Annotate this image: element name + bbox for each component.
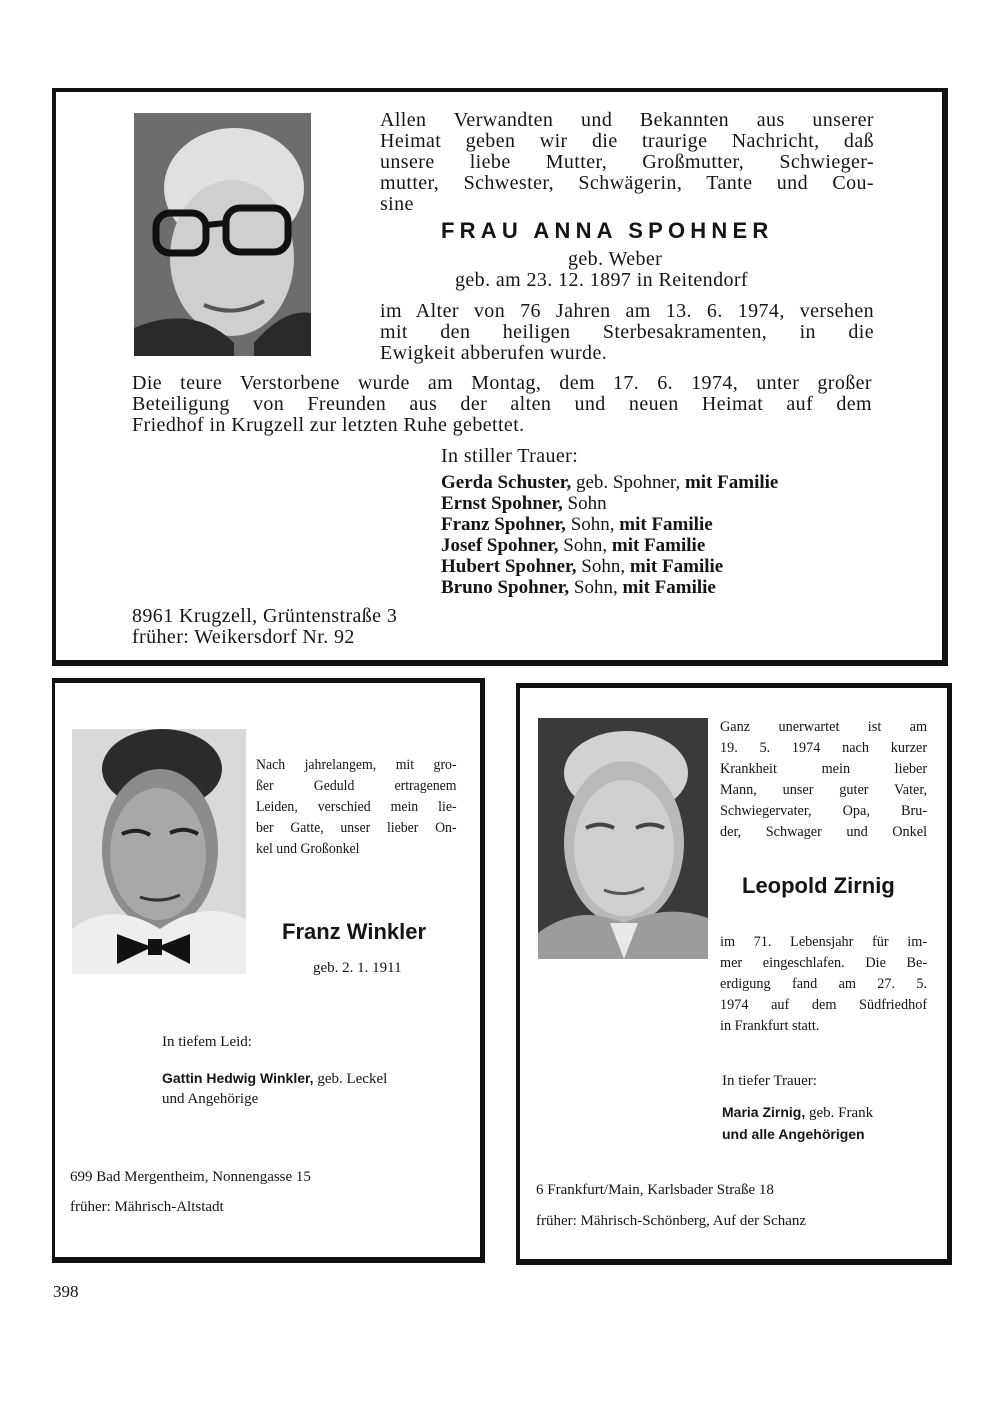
funeral-text — [132, 373, 872, 436]
mourner-name: Ernst Spohner, — [441, 493, 563, 514]
announcement-text-winkler — [256, 755, 457, 860]
text-line: Krankheit mein lieber — [720, 761, 928, 777]
death-line: Ewigkeit abberufen wurde. — [380, 342, 608, 364]
relatives-winkler: und Angehörige — [162, 1091, 259, 1107]
text-line: kel und Großonkel — [256, 841, 360, 857]
intro-text — [380, 110, 874, 215]
mourning-heading: In stiller Trauer: — [441, 445, 579, 467]
deceased-name-winkler: Franz Winkler — [282, 919, 427, 944]
text-line: in Frankfurt statt. — [720, 1018, 820, 1034]
birth-date: geb. am 23. 12. 1897 in Reitendorf — [455, 269, 748, 291]
mourner-suffix: mit Familie — [622, 577, 716, 598]
mourner-row — [441, 577, 881, 598]
address-spohner: 8961 Krugzell, Grüntenstraße 3 — [132, 605, 398, 627]
text-line: Mann, unser guter Vater, — [720, 782, 928, 798]
intro-line: Heimat geben wir die traurige Nachricht, daß — [380, 130, 874, 152]
deceased-name-spohner: FRAU ANNA SPOHNER — [441, 218, 774, 243]
mourner-name: Josef Spohner, — [441, 535, 559, 556]
address-winkler: 699 Bad Mergentheim, Nonnengasse 15 — [70, 1169, 311, 1185]
page-number: 398 — [53, 1282, 79, 1301]
mourner-relation: Sohn, — [569, 577, 623, 598]
widow-line-winkler — [162, 1069, 387, 1090]
mourner-relation: Sohn, — [565, 514, 620, 535]
maiden-name: geb. Weber — [568, 248, 663, 270]
text-line: ber Gatte, unser lieber On- — [256, 820, 457, 836]
text-line: ßer Geduld ertragenem — [256, 778, 457, 794]
widow-name: Gattin Hedwig Winkler, — [162, 1070, 314, 1086]
text-line: Nach jahrelangem, mit gro- — [256, 757, 457, 773]
address-zirnig: 6 Frankfurt/Main, Karlsbader Straße 18 — [536, 1182, 774, 1198]
intro-line: mutter, Schwester, Schwägerin, Tante und Cou- — [380, 172, 874, 194]
mourner-suffix: mit Familie — [684, 472, 779, 493]
former-address-zirnig: früher: Mährisch-Schönberg, Auf der Schanz — [536, 1213, 807, 1229]
widow-name: Maria Zirnig, — [722, 1104, 806, 1120]
portrait-photo-leopold-zirnig — [538, 718, 708, 959]
intro-line: sine — [380, 193, 414, 215]
birth-date-winkler: geb. 2. 1. 1911 — [313, 960, 402, 976]
mourner-relation: Sohn, — [576, 556, 630, 577]
intro-line: Allen Verwandten und Bekannten aus unserer — [380, 109, 874, 131]
relatives-zirnig: und alle Angehörigen — [722, 1126, 865, 1142]
former-address-winkler: früher: Mährisch-Altstadt — [70, 1199, 224, 1215]
mourner-name: Franz Spohner, — [441, 514, 566, 535]
mourner-row — [441, 535, 881, 556]
mourner-suffix: mit Familie — [629, 556, 724, 577]
text-line: im 71. Lebensjahr für im- — [720, 934, 928, 950]
text-line: Ganz unerwartet ist am — [720, 719, 928, 735]
mourner-row — [441, 493, 881, 514]
funeral-line: Die teure Verstorbene wurde am Montag, dem 17. 6. 1974, unter großer — [132, 372, 872, 394]
mourner-name: Bruno Spohner, — [441, 577, 570, 598]
portrait-photo-franz-winkler — [72, 729, 246, 974]
portrait-photo-anna-spohner — [134, 113, 311, 356]
funeral-line: Beteiligung von Freunden aus der alten und neuen Heimat auf dem — [132, 393, 872, 415]
funeral-line: Friedhof in Krugzell zur letzten Ruhe gebettet. — [132, 414, 525, 436]
mourning-heading-zirnig: In tiefer Trauer: — [722, 1073, 817, 1089]
text-line: der, Schwager und Onkel — [720, 824, 928, 840]
mourner-relation: Sohn — [562, 493, 607, 514]
mourner-row — [441, 514, 881, 535]
mourner-suffix: mit Familie — [611, 535, 706, 556]
death-line: im Alter von 76 Jahren am 13. 6. 1974, versehen — [380, 300, 874, 322]
text-line: Schwiegervater, Opa, Bru- — [720, 803, 928, 819]
text-line: 19. 5. 1974 nach kurzer — [720, 740, 928, 756]
widow-line-zirnig — [722, 1103, 873, 1124]
mourner-row — [441, 472, 881, 493]
text-line: erdigung fand am 27. 5. — [720, 976, 928, 992]
text-line: 1974 auf dem Südfriedhof — [720, 997, 928, 1013]
death-line: mit den heiligen Sterbesakramenten, in die — [380, 321, 874, 343]
widow-maiden: geb. Leckel — [313, 1071, 388, 1087]
widow-maiden: geb. Frank — [805, 1105, 874, 1121]
mourners-list — [441, 472, 881, 598]
death-text — [380, 301, 874, 364]
intro-line: unsere liebe Mutter, Großmutter, Schwieger- — [380, 151, 874, 173]
mourner-name: Gerda Schuster, — [441, 472, 572, 493]
mourner-row — [441, 556, 881, 577]
text-line: Leiden, verschied mein lie- — [256, 799, 457, 815]
mourning-heading-winkler: In tiefem Leid: — [162, 1034, 252, 1050]
mourner-relation: Sohn, — [558, 535, 612, 556]
mourner-suffix: mit Familie — [619, 514, 713, 535]
mourner-relation: geb. Spohner, — [571, 472, 685, 493]
former-address-spohner: früher: Weikersdorf Nr. 92 — [132, 626, 355, 648]
text-line: mer eingeschlafen. Die Be- — [720, 955, 928, 971]
mourner-name: Hubert Spohner, — [441, 556, 577, 577]
after-text-zirnig — [720, 932, 927, 1037]
deceased-name-zirnig: Leopold Zirnig — [742, 873, 895, 898]
announcement-text-zirnig — [720, 717, 927, 843]
